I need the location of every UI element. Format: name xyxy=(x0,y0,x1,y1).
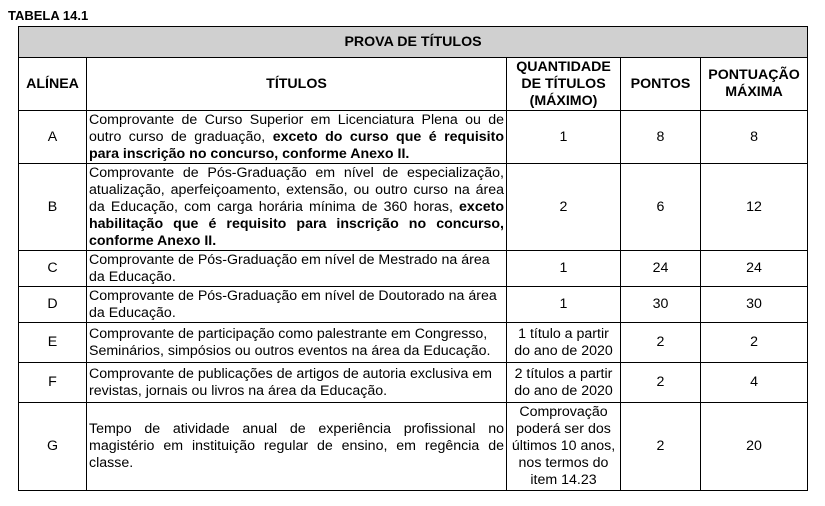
table-row xyxy=(19,363,808,403)
titulo-cell: Comprovante de publicações de artigos de autoria exclusiva em revistas, jornais ou livros na área da Educação. xyxy=(87,363,507,403)
alinea-cell: E xyxy=(19,323,87,363)
quantidade-cell: 1 xyxy=(507,251,621,287)
alinea-cell: F xyxy=(19,363,87,403)
prova-de-titulos-table xyxy=(18,26,808,491)
table-title: PROVA DE TÍTULOS xyxy=(19,27,808,58)
pontuacao-maxima-cell: 12 xyxy=(701,164,808,251)
quantidade-cell: 1 xyxy=(507,287,621,323)
titulo-cell: Comprovante de participação como palestrante em Congresso, Seminários, simpósios ou outros eventos na área da Educação. xyxy=(87,323,507,363)
titulo-text: Comprovante de Curso Superior em Licenciatura Plena ou de outro curso de graduação, xyxy=(89,111,504,145)
pontos-cell: 6 xyxy=(621,164,701,251)
pontuacao-maxima-cell: 4 xyxy=(701,363,808,403)
pontos-cell: 2 xyxy=(621,323,701,363)
header-alinea: ALÍNEA xyxy=(19,58,87,111)
pontuacao-maxima-cell: 2 xyxy=(701,323,808,363)
table-row xyxy=(19,323,808,363)
alinea-cell: B xyxy=(19,164,87,251)
header-titulos: TÍTULOS xyxy=(87,58,507,111)
alinea-cell: G xyxy=(19,403,87,491)
header-quantidade: QUANTIDADE DE TÍTULOS (MÁXIMO) xyxy=(507,58,621,111)
table-row xyxy=(19,111,808,164)
titulo-bold-text: exceto habilitação que é requisito para inscrição no concurso, conforme Anexo II. xyxy=(89,198,504,249)
titulo-text: Comprovante de Pós-Graduação em nível de especialização, atualização, aperfeiçoamento, extensão, ou outro curso na área da Educação, com carga horária mínima de 360 horas, xyxy=(89,164,504,215)
table-row xyxy=(19,287,808,323)
pontos-cell: 2 xyxy=(621,403,701,491)
header-pontuacao-maxima: PONTUAÇÃO MÁXIMA xyxy=(701,58,808,111)
table-row xyxy=(19,403,808,491)
alinea-cell: A xyxy=(19,111,87,164)
alinea-cell: C xyxy=(19,251,87,287)
pontuacao-maxima-cell: 24 xyxy=(701,251,808,287)
quantidade-cell: Comprovação poderá ser dos últimos 10 anos, nos termos do item 14.23 xyxy=(507,403,621,491)
pontos-cell: 8 xyxy=(621,111,701,164)
table-caption: TABELA 14.1 xyxy=(8,8,89,23)
titulo-cell: Comprovante de Pós-Graduação em nível de Mestrado na área da Educação. xyxy=(87,251,507,287)
titulo-bold-text: exceto do curso que é requisito para inscrição no concurso, conforme Anexo II. xyxy=(89,128,505,162)
pontos-cell: 24 xyxy=(621,251,701,287)
titulo-cell: Comprovante de Pós-Graduação em nível de Doutorado na área da Educação. xyxy=(87,287,507,323)
quantidade-cell: 2 títulos a partir do ano de 2020 xyxy=(507,363,621,403)
quantidade-cell: 2 xyxy=(507,164,621,251)
titulo-cell xyxy=(87,164,507,251)
pontuacao-maxima-cell: 20 xyxy=(701,403,808,491)
titulo-cell xyxy=(87,111,507,164)
quantidade-cell: 1 título a partir do ano de 2020 xyxy=(507,323,621,363)
quantidade-cell: 1 xyxy=(507,111,621,164)
table-title-row xyxy=(19,27,808,58)
pontos-cell: 30 xyxy=(621,287,701,323)
alinea-cell: D xyxy=(19,287,87,323)
pontos-cell: 2 xyxy=(621,363,701,403)
pontuacao-maxima-cell: 30 xyxy=(701,287,808,323)
table-row xyxy=(19,251,808,287)
header-pontos: PONTOS xyxy=(621,58,701,111)
header-row xyxy=(19,58,808,111)
pontuacao-maxima-cell: 8 xyxy=(701,111,808,164)
table-row xyxy=(19,164,808,251)
titulo-cell: Tempo de atividade anual de experiência profissional no magistério em instituição regular de ensino, em regência de classe. xyxy=(87,403,507,491)
